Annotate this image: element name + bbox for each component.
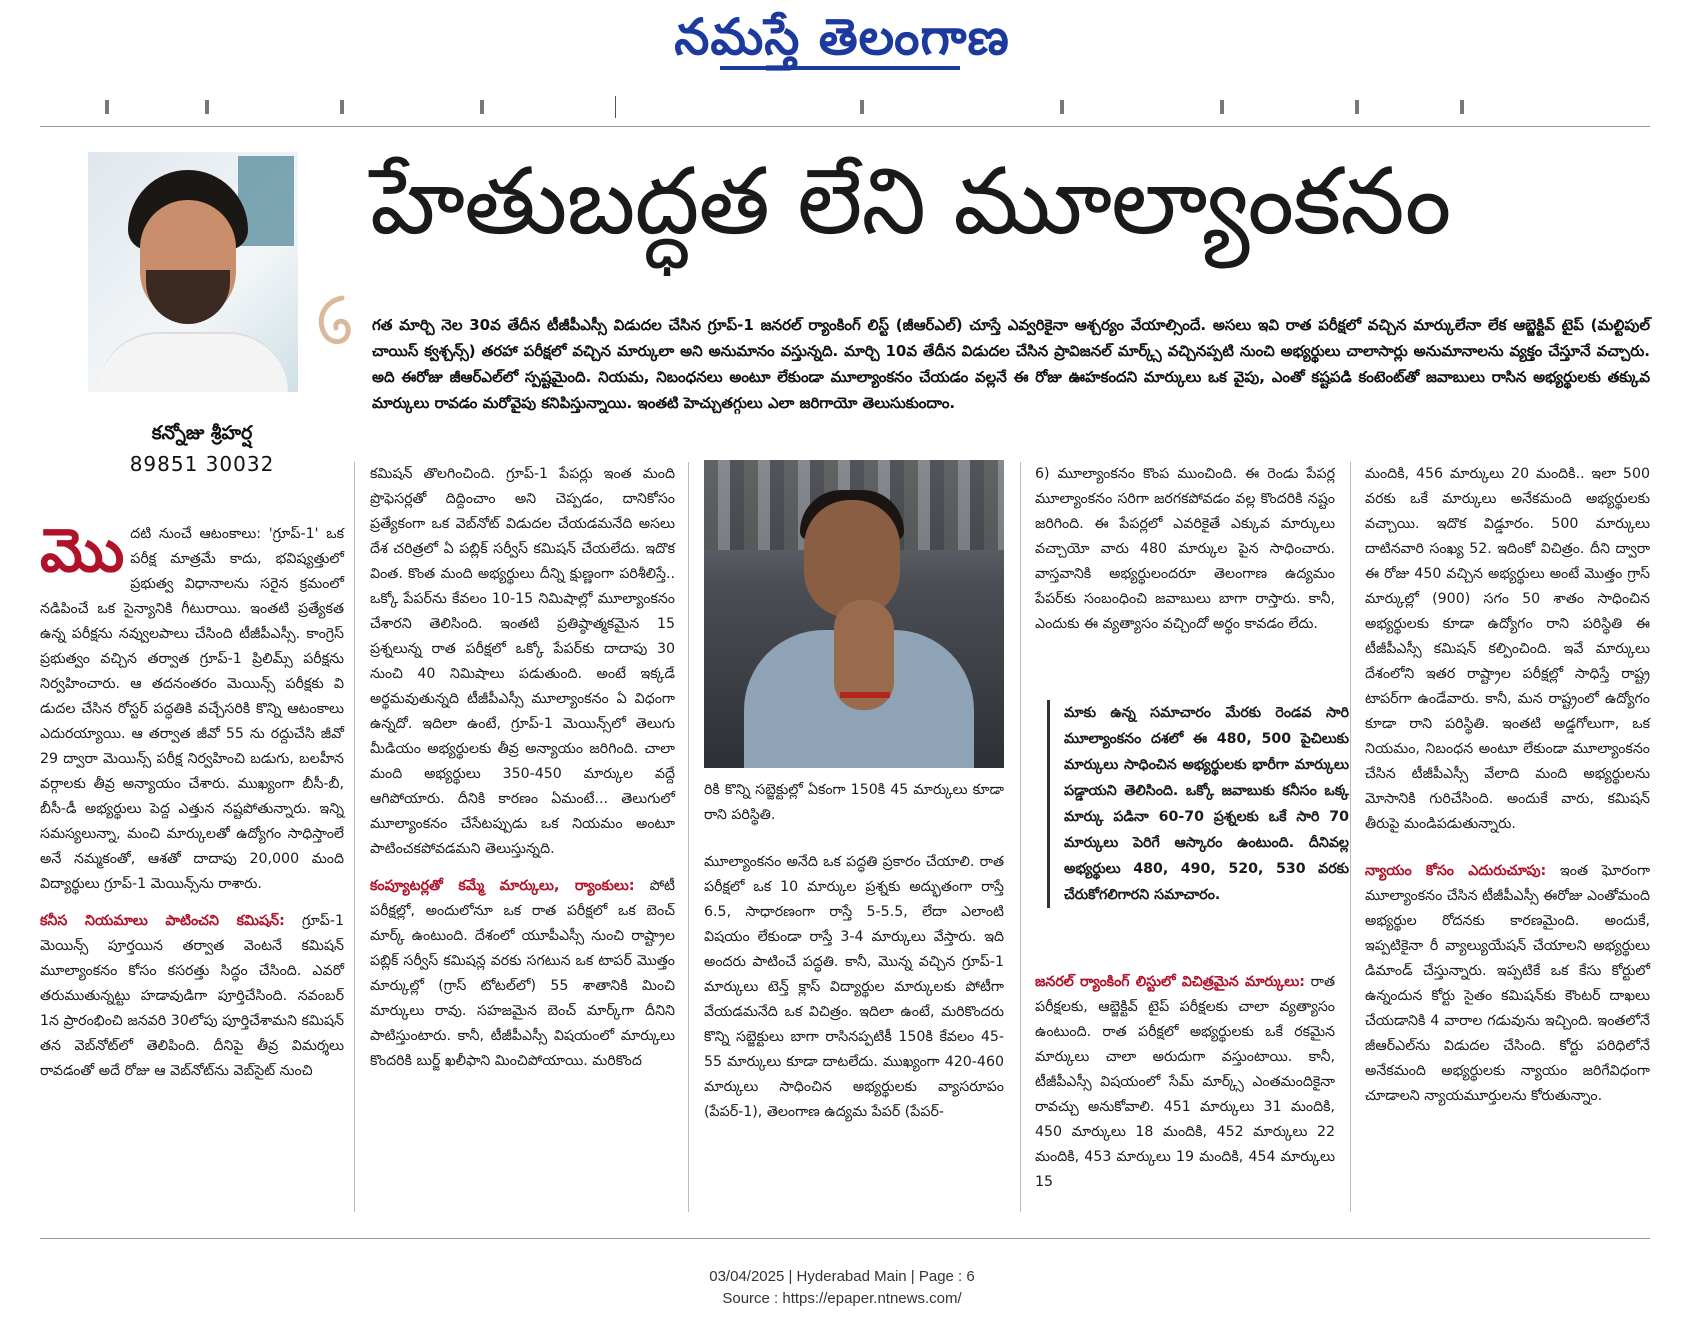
paragraph: మందికి, 456 మార్కులు 20 మందికి.. ఇలా 500 వరకు ఒకే మార్కులు అనేకమంది అభ్యర్థులకు వచ్చాయి. ఇదొక విడ్డూరం. 500 మార్కులు దాటినవారి సంఖ్య 52. ఇదింకో విచిత్రం. దీని ద్వారా ఈ రోజు 450 వచ్చిన అభ్యర్థులు అంటే మొత్తం గ్రాస్ మార్కుల్లో (900) సగం 50 శాతం సాధించిన అభ్యర్థులకు కూడా ఉద్యోగం రాని పరిస్థితి ఈ టీజీపీఎస్సీ కమిషన్ కల్పించింది. ఇవే మార్కులు దేశంలోని ఇతర రాష్ట్రాల పరీక్షల్లో సాధిస్తే రాష్ట్ర టాపర్‌గా ఉండేవారు. కానీ, మన రాష్ట్రంలో ఉద్యోగం కూడా రాని పరిస్థితి. ఇంతటి అడ్డగోలుగా, ఒక నియమం, నిబంధన అంటూ లేకుండా మూల్యాంకనం చేసిన టీజీపీఎస్సీ వేలాది మంది అభ్యర్థులను మోసానికి గురిచేసింది. అందుకే వారు, కమిషన్ తీరుపై మండిపడుతున్నారు.: [1365, 466, 1650, 832]
paragraph: మూల్యాంకనం అనేది ఒక పద్ధతి ప్రకారం చేయాలి. రాత పరీక్షలో ఒక 10 మార్కుల ప్రశ్నకు అద్భుతంగా రాస్తే 6.5, సాధారణంగా రాస్తే 5-5.5, లేదా ఎలాంటి విషయం లేకుండా రాస్తే 3-4 మార్కులు వేస్తారు. ఇది అందరు పాటించే పద్ధతి. కానీ, మొన్న వచ్చిన గ్రూప్-1 మార్కులు టెన్త్ క్లాస్ విద్యార్థుల మార్కులకు పోటీగా వేయడమనేది ఒక విచిత్రం. ఇదిలా ఉంటే, మరికొందరు కొన్ని సబ్జెక్టులు బాగా రాసినప్పటికీ 150కి కేవలం 45-55 మార్కులు కూడా దాటలేదు. ముఖ్యంగా 420-460 మార్కులు సాధించిన అభ్యర్థులకు వ్యాసరూపం (పేపర్-1), తెలంగాణ ఉద్యమ పేపర్ (పేపర్-: [704, 854, 1004, 1120]
top-rule: [40, 126, 1650, 127]
article-column-3: [704, 778, 1004, 1137]
clip-mark: [1460, 100, 1464, 114]
paragraph: గ్రూప్-1 మెయిన్స్ పూర్తయిన తర్వాత వెంటనే కమిషన్ మూల్యాంకనం కోసం కసరత్తు సిద్ధం చేసింది. ఎవరో తరుముతున్నట్టు హడావుడిగా పూర్తిచేసింది. నవంబర్ 1న ప్రారంభించి జనవరి 30లోపు పూర్తిచేశామని కమిషన్ తన వెబ్‌నోట్‌లో తెలిపింది. దీనిపై తీవ్ర విమర్శలు రావడంతో అదే రోజు ఆ వెబ్‌నోట్‌ను వెబ్‌సైట్ నుంచి: [40, 913, 344, 1079]
paragraph: దటి నుంచే ఆటంకాలు: 'గ్రూప్-1' ఒక పరీక్ష మాత్రమే కాదు, భవిష్యత్తులో ప్రభుత్వ విధానాలను సరైన క్రమంలో నడిపించే ఒక సైన్యానికి గీటురాయి. ఇంతటి ప్రత్యేకత ఉన్న పరీక్షను నవ్వులపాలు చేసింది టీజీపీఎస్సీ. కాంగ్రెస్ ప్రభుత్వం వచ్చిన తర్వాత గ్రూప్-1 ప్రిలిమ్స్ పరీక్షను నిర్వహించారు. ఆ తదనంతరం మెయిన్స్ పరీక్షకు వి డుదల చేసిన రోస్టర్ పద్ధతికి వచ్చేసరికి కొన్ని ఆటంకాలు ఎదురయ్యాయి. ఆ తర్వాత జీవో 55 ను రద్దుచేసి జీవో 29 ద్వారా మెయిన్స్ పరీక్ష నిర్వహించి బడుగు, బలహీన వర్గాలకు తీవ్ర అన్యాయం చేశారు. ముఖ్యంగా బీసీ-బీ, బీసీ-డీ అభ్యర్థులు పెద్ద ఎత్తున నష్టపోతున్నారు. ఇన్ని సమస్యలున్నా, మంచి మార్కులతో ఉద్యోగం సాధిస్తాంలే అనే నమ్మకంతో, ఆశతో దాదాపు 20,000 మంది విద్యార్థులు గ్రూప్-1 మెయిన్స్‌ను రాశారు.: [40, 526, 344, 892]
subheading: కంప్యూటర్లతో కమ్మే మార్కులు, ర్యాంకులు:: [370, 878, 635, 894]
drop-cap: మొ: [40, 516, 125, 586]
masthead-underline: [720, 66, 960, 70]
clip-mark: [1355, 100, 1359, 114]
clip-mark: [105, 100, 109, 114]
highlight-box: మాకు ఉన్న సమాచారం మేరకు రెండవ సారి మూల్యాంకనం దశలో ఈ 480, 500 పైచిలుకు మార్కులు సాధించిన అభ్యర్థులకు భారీగా మార్కులు పడ్డాయని తెలిసింది. ఒక్కో జవాబుకు కనీసం ఒక్క మార్కు పడినా 60-70 ప్రశ్నలకు ఒకే సారి 70 మార్కులు పెరిగే ఆస్కారం ఉంటుంది. దీనివల్ల అభ్యర్థులు 480, 490, 520, 530 వరకు చేరుకోగలిగారని సమాచారం.: [1047, 700, 1349, 908]
article-column-5: [1365, 462, 1650, 1121]
page-footer: [0, 1266, 1684, 1310]
subheading: కనీస నియమాలు పాటించని కమిషన్:: [40, 913, 285, 929]
article-headline: హేతుబద్ధత లేని మూల్యాంకనం: [370, 148, 1451, 255]
protest-photo: [704, 460, 1004, 768]
clip-mark: [1060, 100, 1064, 114]
footer-date-edition: 03/04/2025 | Hyderabad Main | Page : 6: [709, 1268, 975, 1285]
decorative-swirl-icon: [312, 292, 356, 352]
masthead-title: నమస్తే తెలంగాణ: [674, 8, 1010, 66]
clip-mark: [1220, 100, 1224, 114]
clip-mark: [860, 100, 864, 114]
article-column-4: [1035, 462, 1335, 649]
article-column-2: [370, 462, 675, 1086]
column-divider: [688, 462, 689, 1212]
paragraph: 6) మూల్యాంకనం కొంప ముంచింది. ఈ రెండు పేపర్ల మూల్యాంకనం సరిగా జరగకపోవడం వల్ల కొందరికి నష్టం జరిగింది. ఈ పేపర్లలో ఎవరికైతే ఎక్కువ మార్కులు వచ్చాయో వారు 480 మార్కుల పైన సాధించారు. వాస్తవానికి అభ్యర్థులందరూ తెలంగాణ ఉద్యమం పేపర్‌కు సంబంధించి జవాబులు బాగా రాస్తారు. కానీ, ఎందుకు ఈ వ్యత్యాసం వచ్చిందో అర్థం కావడం లేదు.: [1035, 466, 1335, 632]
footer-source: Source : https://epaper.ntnews.com/: [722, 1290, 962, 1307]
clipped-text-strip: [40, 92, 1650, 122]
column-divider: [354, 462, 355, 1212]
paragraph: కమిషన్ తొలగించింది. గ్రూప్-1 పేపర్లు ఇంత మంది ప్రొఫెసర్లతో దిద్దించాం అని చెప్పడం, దానికోసం ప్రత్యేకంగా ఒక వెబ్‌నోట్ విడుదల చేయడమనేది అసలు దేశ చరిత్రలో ఏ పబ్లిక్ సర్వీస్ కమిషన్ చేయలేదు. ఇదొక వింత. కొంత మంది అభ్యర్థులు దీన్ని క్షుణ్ణంగా పరిశీలిస్తే.. ఒక్కో పేపర్‌ను కేవలం 10-15 నిమిషాల్లో మూల్యాంకనం చేశారని తెలిసింది. ఇంతటి ప్రతిష్ఠాత్మకమైన 15 ప్రశ్నలున్న రాత పరీక్షలో ఒక్కో పేపర్‌కు దాదాపు 30 నుంచి 40 నిమిషాలు పడుతుంది. అంటే ఇక్కడే అర్థమవుతున్నది టీజీపీఎస్సీ మూల్యాంకనం ఏ విధంగా ఉన్నదో. ఇదిలా ఉంటే, గ్రూప్-1 మెయిన్స్‌లో తెలుగు మీడియం అభ్యర్థులకు తీవ్ర అన్యాయం జరిగింది. చాలా మంది అభ్యర్థులు 350-450 మార్కుల వద్దే ఆగిపోయారు. దీనికి కారణం ఏమంటే... తెలుగులో మూల్యాంకనం చేసేటప్పుడు ఒక నియమం అంటూ పాటించకపోవడమని తెలుస్తున్నది.: [370, 466, 675, 857]
paragraph: రికి కొన్ని సబ్జెక్టుల్లో ఏకంగా 150కి 45 మార్కులు కూడా రాని పరిస్థితి.: [704, 782, 1004, 823]
paragraph: పోటీ పరీక్షల్లో, అందులోనూ ఒక రాత పరీక్షలో ఒక బెంచ్ మార్క్ ఉంటుంది. దేశంలో యూపీఎస్సీ నుంచి రాష్ట్రాల పబ్లిక్ సర్వీస్ కమిషన్ల వరకు సగటున ఒక టాపర్ మొత్తం మార్కుల్లో (గ్రాస్ టోటల్‌లో) 55 శాతానికి మించి మార్కులు రావు. సహజమైన బెంచ్ మార్క్‌గా దీనిని పాటిస్తుంటారు. కానీ, టీజీపీఎస్సీ విషయంలో మార్కులు కొందరికి బుర్జ్ ఖలీఫాని మించిపోయాయి. మరికొంద: [370, 878, 676, 1069]
article-column-4-lower: [1035, 970, 1335, 1207]
column-divider: [1350, 462, 1351, 1212]
subheading: జనరల్ ర్యాంకింగ్ లిస్టులో విచిత్రమైన మార్కులు:: [1035, 974, 1305, 990]
column-divider: [1020, 462, 1021, 1212]
bottom-rule: [40, 1238, 1650, 1239]
paragraph: రాత పరీక్షలకు, ఆబ్జెక్టివ్ టైప్ పరీక్షలకు చాలా వ్యత్యాసం ఉంటుంది. రాత పరీక్షలో అభ్యర్థులకు ఒకే రకమైన మార్కులు చాలా అరుదుగా వస్తుంటాయి. కానీ, టీజీపీఎస్సీ విషయంలో సేమ్ మార్క్స్ ఎంతమందికైనా రావచ్చు అనుకోవాలి. 451 మార్కులు 31 మందికి, 450 మార్కులు 18 మందికి, 452 మార్కులు 22 మందికి, 453 మార్కులు 19 మందికి, 454 మార్కులు 15: [1035, 974, 1336, 1190]
author-phone: 89851 30032: [129, 452, 275, 476]
clip-mark: [205, 100, 209, 114]
clip-mark: [340, 100, 344, 114]
strip-separator: [615, 96, 616, 118]
author-photo: [88, 152, 298, 392]
article-intro: గత మార్చి నెల 30వ తేదీన టీజీపీఎస్సీ విడుదల చేసిన గ్రూప్-1 జనరల్ ర్యాంకింగ్ లిస్ట్ (జీఆర్ఎల్) చూస్తే ఎవ్వరికైనా ఆశ్చర్యం వేయాల్సిందే. అసలు ఇవి రాత పరీక్షలో వచ్చిన మార్కులేనా లేక ఆబ్జెక్టివ్ టైప్ (మల్టిపుల్ చాయిస్ క్వశ్చన్స్) తరహా పరీక్షలో వచ్చిన మార్కులా అని అనుమానం వస్తున్నది. మార్చి 10వ తేదీన విడుదల చేసిన ప్రావిజనల్ మార్క్స్ వచ్చినప్పటి నుంచి అభ్యర్థులు చాలాసార్లు అనుమానాలను వ్యక్తం చేస్తూనే వచ్చారు. అది ఈరోజు జీఆర్ఎల్‌లో స్పష్టమైంది. నియమ, నిబంధనలు అంటూ లేకుండా మూల్యాంకనం చేయడం వల్లనే ఈ రోజు ఊహకందని మార్కులు ఒక వైపు, ఎంతో కష్టపడి కంటెంట్‌తో జవాబులు రాసిన అభ్యర్థులకు తక్కువ మార్కులు రావడం మరోవైపు కనిపిస్తున్నాయి. ఇంతటి హెచ్చుతగ్గులు ఎలా జరిగాయో తెలుసుకుందాం.: [372, 316, 1650, 412]
author-name: కన్నోజు శ్రీహర్ష: [151, 422, 253, 444]
article-column-1: [40, 516, 344, 1096]
paragraph: ఇంత ఘోరంగా మూల్యాంకనం చేసిన టీజీపీఎస్సీ ఈరోజు ఎంతోమంది అభ్యర్థుల రోదనకు కారణమైంది. అందుకే, ఇప్పటికైనా రీ వ్యాల్యుయేషన్ చేయాలని అభ్యర్థులు డిమాండ్ చేస్తున్నారు. ఇప్పటికే ఒక కేసు కోర్టులో ఉన్నందున కోర్టు సైతం కమిషన్‌కు కౌంటర్ దాఖలు చేయడానికి 4 వారాల గడువును ఇచ్చింది. ఇంతలోనే జీఆర్ఎల్‌ను విడుదల చేసింది. కోర్టు పరిధిలోనే అనేకమంది అభ్యర్థులకు న్యాయం జరిగేవిధంగా చూడాలని న్యాయమూర్తులను కోరుతున్నాం.: [1365, 863, 1651, 1104]
subheading: న్యాయం కోసం ఎదురుచూపు:: [1365, 863, 1547, 879]
clip-mark: [480, 100, 484, 114]
